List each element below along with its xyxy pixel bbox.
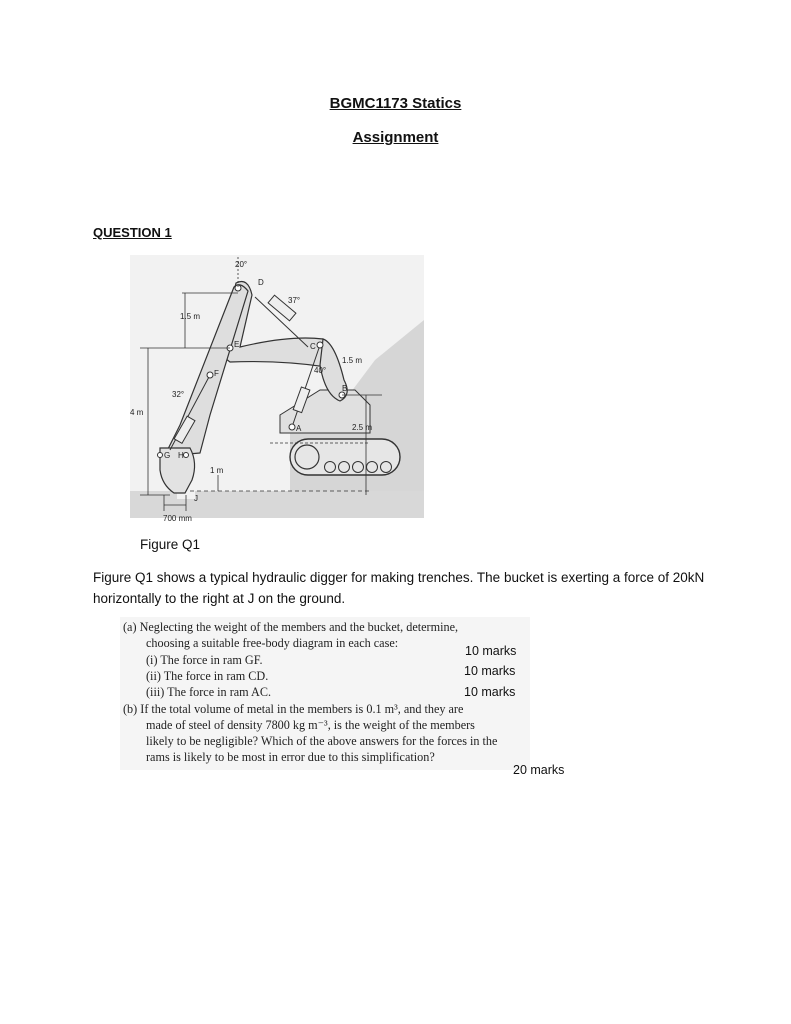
- label-D: D: [258, 278, 264, 287]
- hydraulic-digger-figure: [130, 255, 424, 523]
- part-a-iii: (iii) The force in ram AC.: [146, 685, 271, 699]
- label-J: J: [194, 494, 198, 503]
- label-E: E: [234, 340, 240, 349]
- label-700mm: 700 mm: [163, 514, 192, 523]
- label-15m-right: 1.5 m: [342, 356, 363, 365]
- part-a-line2: choosing a suitable free-body diagram in each case:: [146, 636, 399, 650]
- marks-ii: 10 marks: [464, 664, 516, 678]
- question-heading: QUESTION 1: [93, 225, 172, 240]
- part-b-line3: likely to be negligible? Which of the above answers for the forces in the: [146, 734, 498, 748]
- label-H: H: [178, 451, 184, 460]
- part-a-ii: (ii) The force in ram CD.: [146, 669, 269, 683]
- label-G: G: [164, 451, 171, 460]
- part-a-i: (i) The force in ram GF.: [146, 653, 263, 667]
- part-b-line4: rams is likely to be most in error due to this simplification?: [146, 750, 435, 764]
- figure-caption: Figure Q1: [140, 537, 201, 552]
- marks-b: 20 marks: [513, 763, 565, 777]
- part-b-line2: made of steel of density 7800 kg m⁻³, is the weight of the members: [146, 718, 475, 732]
- label-angle-37: 37°: [288, 296, 301, 305]
- marks-i: 10 marks: [465, 644, 517, 658]
- label-B: B: [342, 384, 348, 393]
- label-angle-20: 20°: [235, 260, 248, 269]
- question-description: Figure Q1 shows a typical hydraulic digger for making trenches. The bucket is exerting a force of 20kN horizontally to the right at J on the ground.: [93, 570, 705, 606]
- course-title: BGMC1173 Statics: [329, 95, 462, 112]
- label-angle-40: 40°: [314, 366, 327, 375]
- label-15m-left: 1.5 m: [180, 312, 201, 321]
- label-angle-32: 32°: [172, 390, 185, 399]
- label-F: F: [214, 369, 219, 378]
- label-4m: 4 m: [130, 408, 144, 417]
- label-25m: 2.5 m: [352, 423, 373, 432]
- label-1m: 1 m: [210, 466, 224, 475]
- assignment-title: Assignment: [352, 129, 439, 146]
- label-C: C: [310, 342, 316, 351]
- part-a-line1: (a) Neglecting the weight of the members and the bucket, determine,: [123, 620, 459, 634]
- marks-iii: 10 marks: [464, 685, 516, 699]
- label-A: A: [296, 424, 302, 433]
- part-b-line1: (b) If the total volume of metal in the members is 0.1 m³, and they are: [123, 702, 464, 716]
- track: [290, 439, 400, 475]
